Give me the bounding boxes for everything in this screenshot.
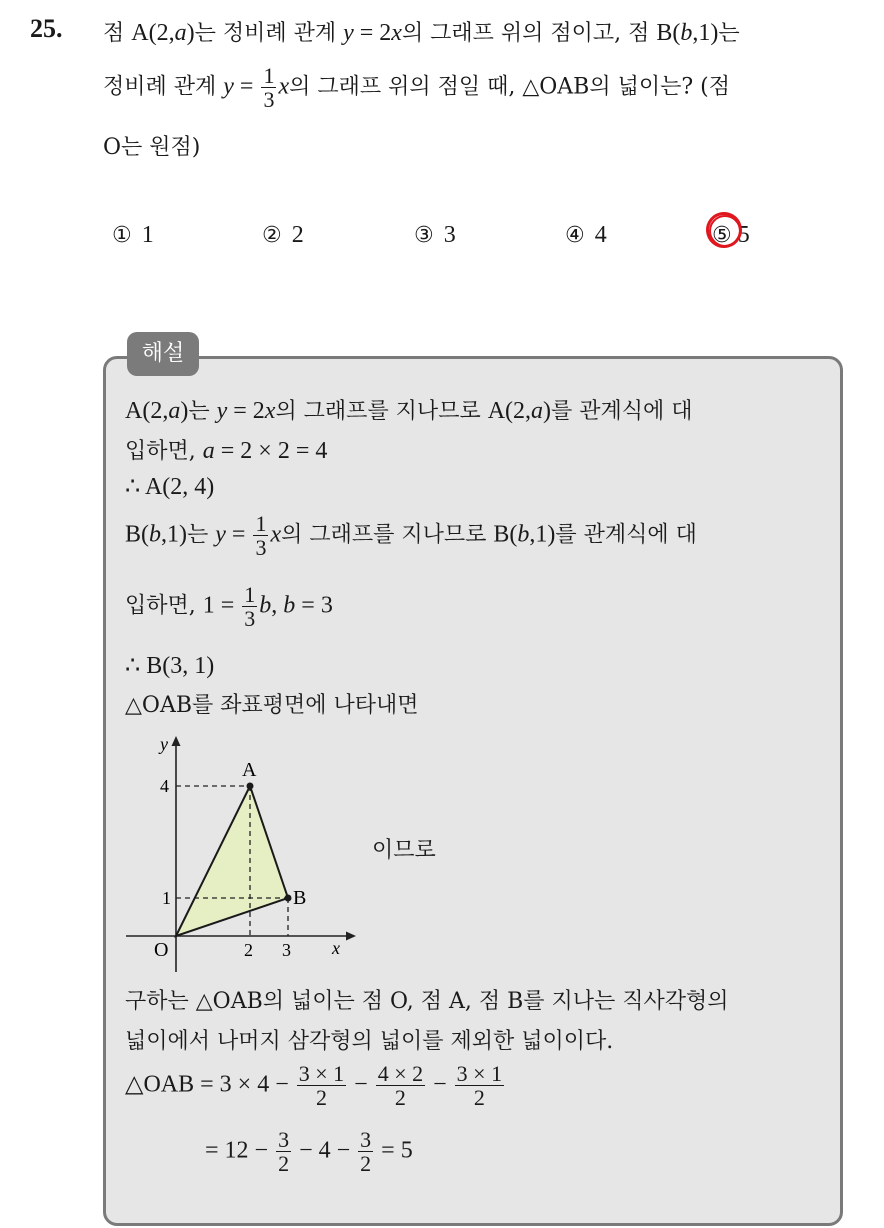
solution-line-5: 입하면, 1 = $\frac{1}{3}$ b, b = 3 bbox=[125, 582, 333, 632]
solution-line-3: ∴ A(2, 4) bbox=[125, 474, 215, 500]
question-line-1: 점 A(2,a)는 정비례 관계 y = 2x의 그래프 위의 점이고, 점 B(b,1)는 bbox=[103, 20, 740, 46]
solution-tab: 해설 bbox=[127, 332, 199, 376]
choice-1[interactable]: ① 1 bbox=[112, 222, 154, 248]
point-b bbox=[285, 895, 292, 902]
solution-line-1: A(2,a)는 y = 2x의 그래프를 지나므로 A(2,a)를 관계식에 대 bbox=[125, 398, 693, 424]
question-number: 25. bbox=[30, 14, 63, 43]
fraction-one-third: $\frac{1}{3}$ bbox=[244, 582, 256, 632]
choice-5[interactable]: ⑤ 5 bbox=[712, 222, 750, 248]
fraction-one-third: $\frac{1}{3}$ bbox=[263, 63, 275, 113]
y-tick-4: 4 bbox=[160, 776, 169, 796]
x-tick-3: 3 bbox=[282, 940, 291, 960]
fraction-4x2-over-2: $\frac{4 \times 2}{2}$ bbox=[377, 1061, 424, 1111]
answer-circle-mark-inner bbox=[709, 215, 741, 247]
side-text: 이므로 bbox=[372, 838, 436, 863]
solution-line-11: = 12 − $\frac{3}{2}$ − 4 − $\frac{3}{2}$ = 5 bbox=[205, 1127, 413, 1177]
x-axis-label: x bbox=[332, 938, 340, 958]
solution-line-4: B(b,1)는 y = $\frac{1}{3}$ x의 그래프를 지나므로 B(b,1)를 관계식에 대 bbox=[125, 511, 697, 561]
solution-line-6: ∴ B(3, 1) bbox=[125, 653, 215, 679]
choice-4[interactable]: ④ 4 bbox=[565, 222, 607, 248]
question-line-2: 정비례 관계 y = $\frac{1}{3}$ x의 그래프 위의 점일 때, △OAB의 넓이는? (점 bbox=[103, 63, 730, 113]
solution-line-8: 구하는 △OAB의 넓이는 점 O, 점 A, 점 B를 지나는 직사각형의 bbox=[125, 989, 729, 1014]
x-tick-2: 2 bbox=[244, 940, 253, 960]
solution-line-2: 입하면, a = 2 × 2 = 4 bbox=[125, 438, 328, 464]
y-axis-label: y bbox=[160, 734, 168, 754]
y-axis-arrow bbox=[172, 736, 181, 746]
fraction-3-over-2: $\frac{3}{2}$ bbox=[360, 1127, 372, 1177]
fraction-3x1-over-2: $\frac{3 \times 1}{2}$ bbox=[298, 1061, 345, 1111]
solution-line-7: △OAB를 좌표평면에 나타내면 bbox=[125, 693, 419, 718]
fraction-3x1-over-2: $\frac{3 \times 1}{2}$ bbox=[456, 1061, 503, 1111]
fraction-3-over-2: $\frac{3}{2}$ bbox=[278, 1127, 290, 1177]
point-a-label: A bbox=[242, 759, 257, 781]
coordinate-graph bbox=[120, 730, 360, 975]
question-line-3: O는 원점) bbox=[103, 135, 201, 160]
point-b-label: B bbox=[293, 887, 307, 909]
choice-3[interactable]: ③ 3 bbox=[414, 222, 456, 248]
y-tick-1: 1 bbox=[162, 888, 171, 908]
solution-line-10: △OAB = 3 × 4 − $\frac{3 \times 1}{2}$ − $\frac{4 \times 2}{2}$ − $\frac{3 \times 1}{2}$ bbox=[125, 1061, 503, 1111]
choice-2[interactable]: ② 2 bbox=[262, 222, 304, 248]
triangle-oab bbox=[176, 786, 288, 936]
origin-label: O bbox=[154, 939, 169, 961]
point-a bbox=[247, 783, 254, 790]
fraction-one-third: $\frac{1}{3}$ bbox=[255, 511, 267, 561]
x-axis-arrow bbox=[346, 932, 356, 941]
solution-line-9: 넓이에서 나머지 삼각형의 넓이를 제외한 넓이이다. bbox=[125, 1029, 614, 1054]
